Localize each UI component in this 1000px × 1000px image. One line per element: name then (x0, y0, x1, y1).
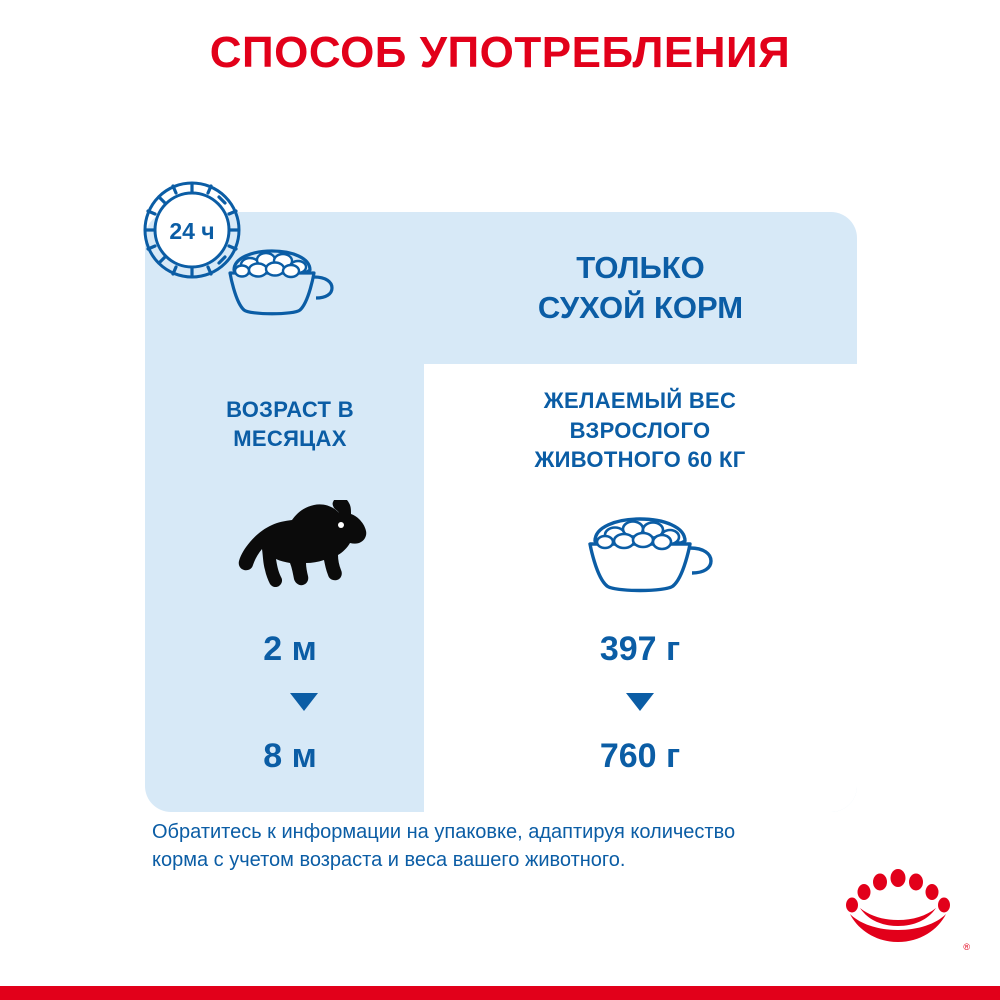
age-from-value: 2 м (263, 630, 317, 668)
column-heading-age-line2: МЕСЯЦАХ (233, 425, 347, 451)
clock-label: 24 ч (169, 218, 215, 244)
puppy-silhouette-icon (222, 500, 372, 592)
footnote-text: Обратитесь к информации на упаковке, адаптируя количество корма с учетом возраста и веса вашего животного. (152, 821, 736, 872)
down-triangle-icon-amount (626, 693, 654, 711)
age-to-value: 8 м (263, 737, 317, 775)
down-triangle-icon-age (290, 693, 318, 711)
column-heading-weight-line1: ЖЕЛАЕМЫЙ ВЕС (543, 388, 737, 413)
dry-food-line-1: ТОЛЬКО (576, 250, 705, 285)
food-bowl-icon-header (208, 240, 336, 320)
amount-from-value: 397 г (599, 630, 681, 668)
bottom-red-bar (0, 986, 1000, 1000)
registered-mark: ® (963, 942, 970, 952)
dry-food-line-2: СУХОЙ КОРМ (537, 289, 744, 325)
amount-to-value: 760 г (599, 737, 681, 775)
dry-food-heading (424, 248, 857, 327)
column-heading-weight-line2: ВЗРОСЛОГО (569, 417, 711, 443)
column-heading-weight (430, 386, 850, 475)
page-title: СПОСОБ УПОТРЕБЛЕНИЯ (209, 28, 791, 77)
column-heading-age-line1: ВОЗРАСТ В (226, 397, 354, 422)
food-bowl-icon-row (565, 505, 715, 597)
column-heading-age (160, 396, 420, 453)
royal-canin-logo (838, 862, 958, 948)
column-heading-weight-line3: ЖИВОТНОГО 60 КГ (534, 447, 746, 473)
